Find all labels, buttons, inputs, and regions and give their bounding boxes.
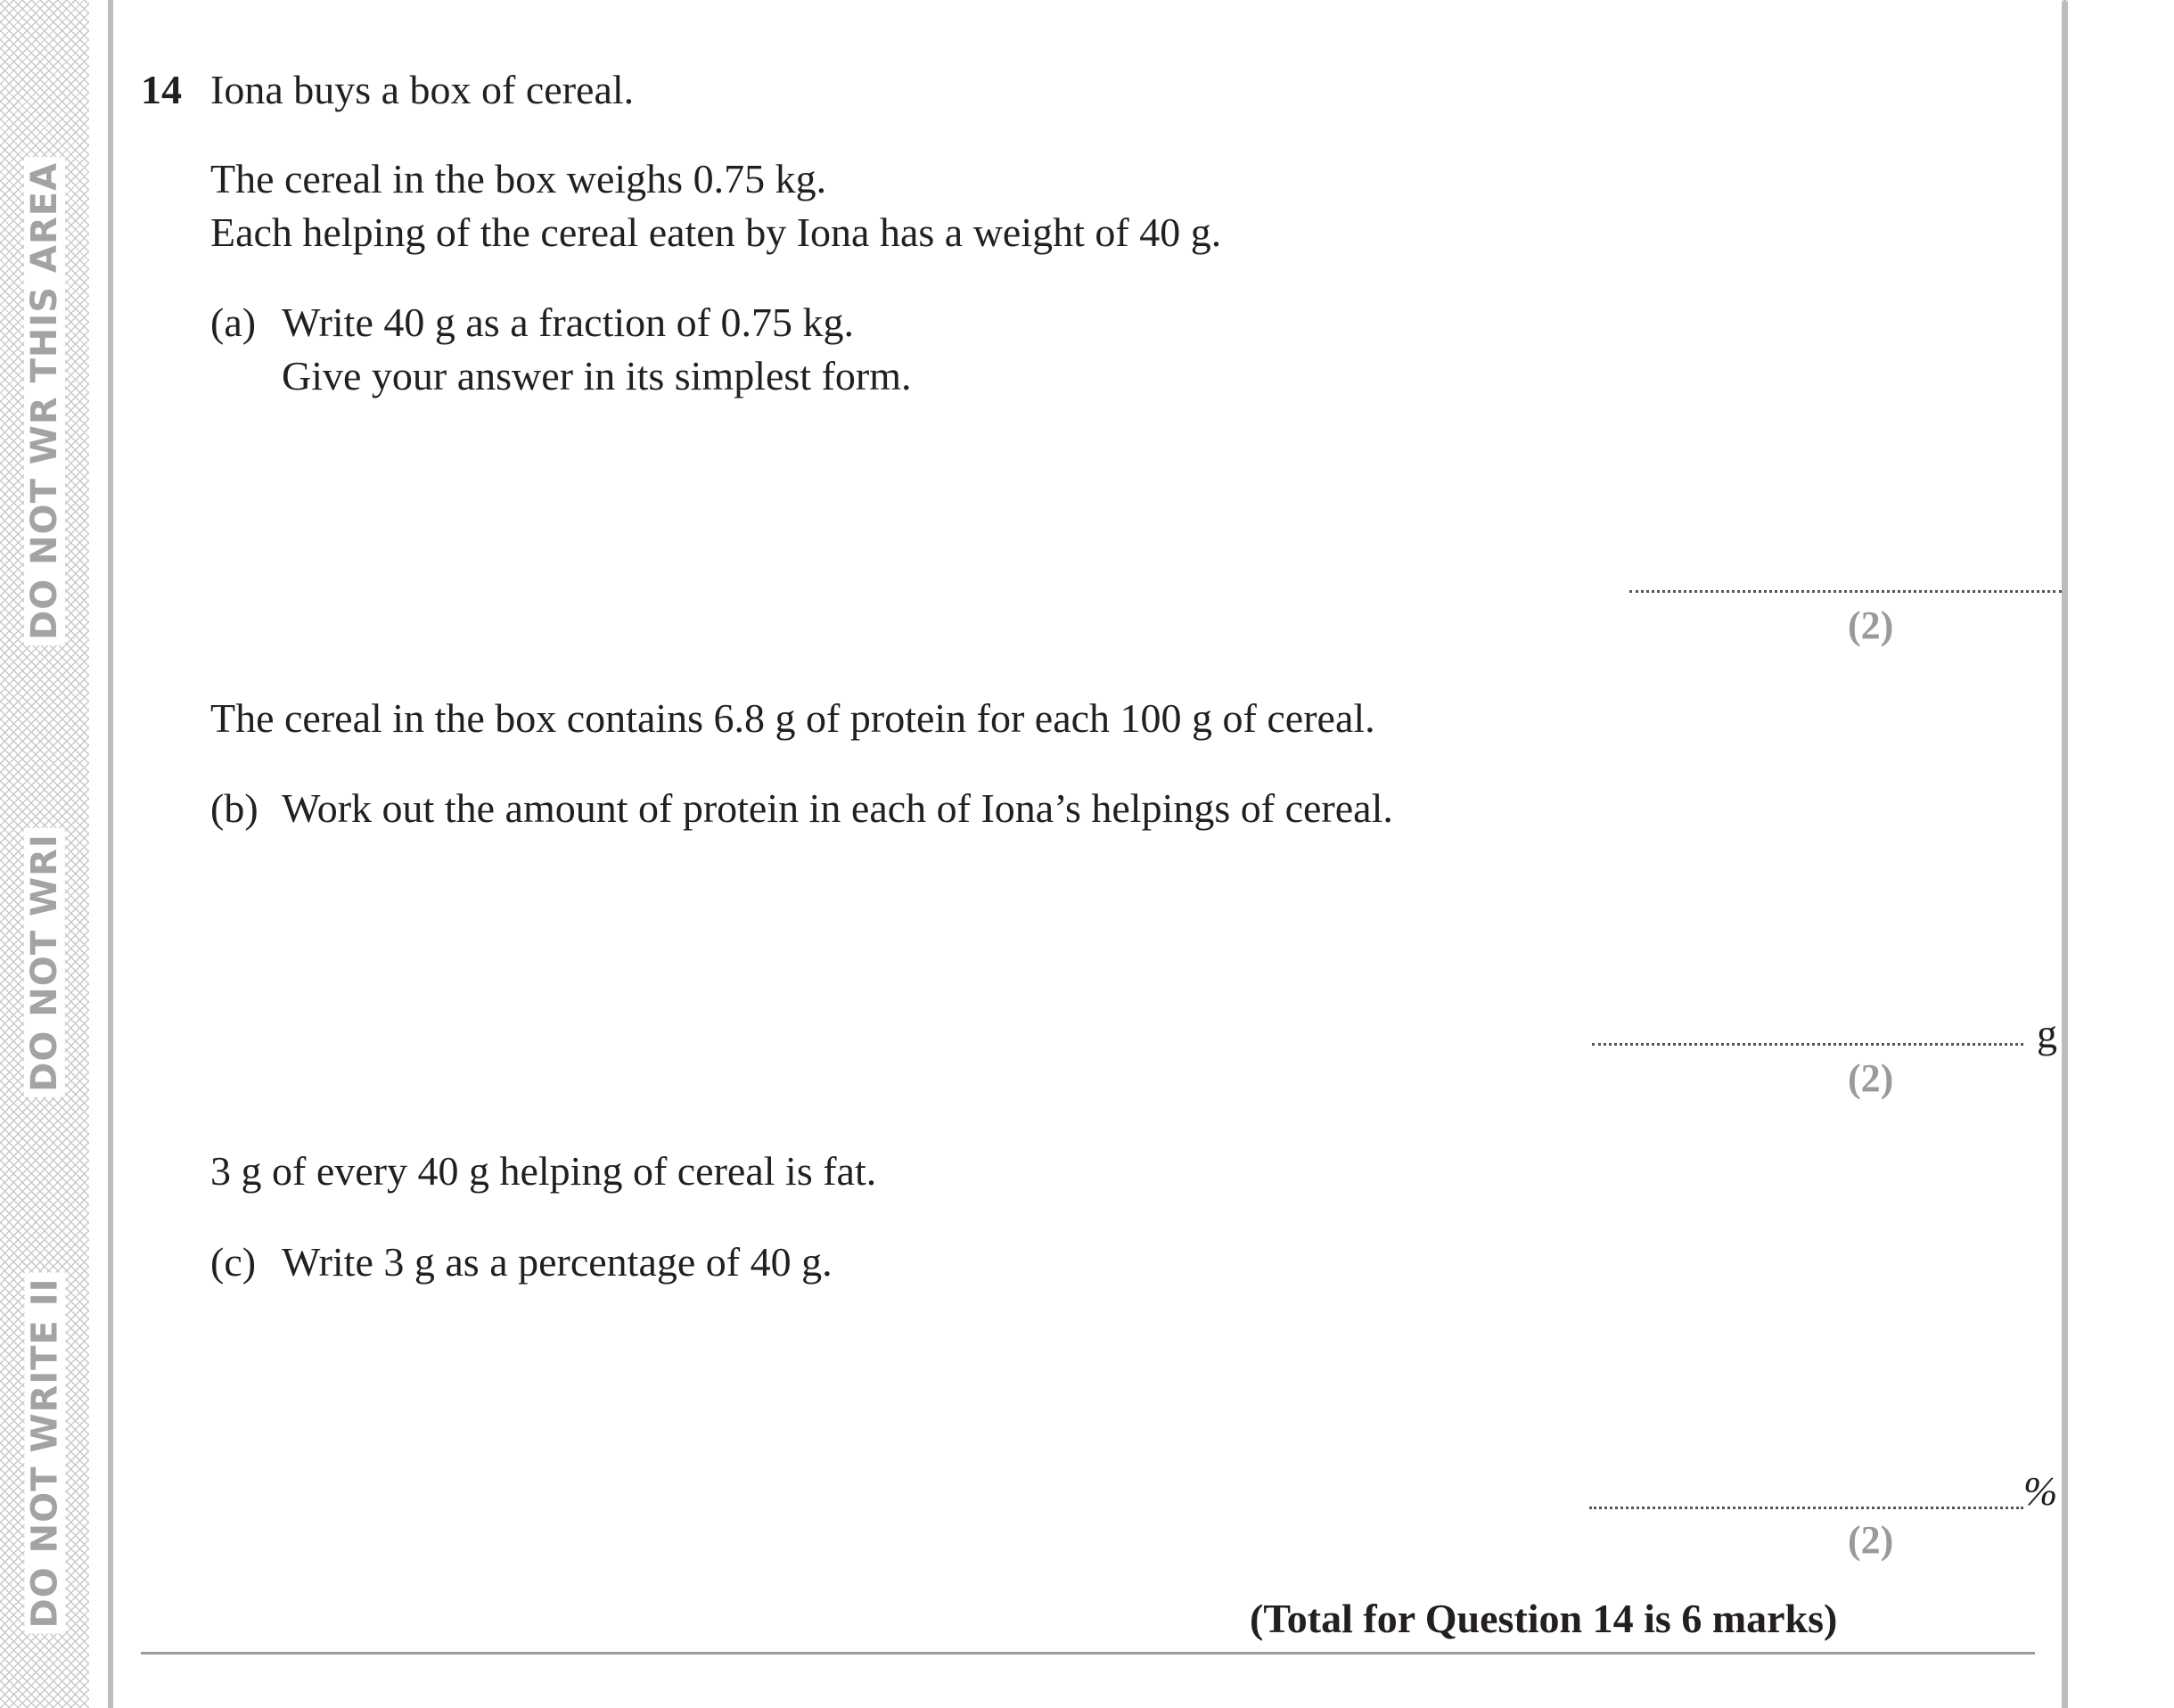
- question-end-rule: [141, 1652, 2035, 1655]
- info-weight-box: The cereal in the box weighs 0.75 kg.: [210, 156, 827, 201]
- part-c-line-1: Write 3 g as a percentage of 40 g.: [282, 1239, 833, 1285]
- part-c-marks: (2): [1848, 1518, 1894, 1562]
- info-weight-helping: Each helping of the cereal eaten by Iona has a weight of 40 g.: [210, 209, 1222, 255]
- part-a-line-1: Write 40 g as a fraction of 0.75 kg.: [282, 300, 854, 345]
- question-intro: Iona buys a box of cereal.: [210, 67, 635, 112]
- info-fat: 3 g of every 40 g helping of cereal is fat.: [210, 1148, 877, 1194]
- margin-warning-bottom: DO NOT WRITE II: [0, 1275, 89, 1631]
- part-b-unit: g: [2037, 1011, 2057, 1056]
- part-b-marks: (2): [1848, 1056, 1894, 1100]
- info-protein: The cereal in the box contains 6.8 g of protein for each 100 g of cereal.: [210, 695, 1375, 741]
- part-a-marks: (2): [1848, 604, 1894, 647]
- page-frame-right: [2062, 0, 2068, 1708]
- part-c-answer-line[interactable]: [1589, 1507, 2023, 1509]
- margin-warning-top: DO NOT WR THIS AREA: [0, 134, 89, 669]
- margin-warning-middle: DO NOT WRI: [0, 820, 89, 1105]
- part-a-line-2: Give your answer in its simplest form.: [282, 353, 912, 398]
- part-c-label: (c): [210, 1239, 257, 1285]
- question-total: (Total for Question 14 is 6 marks): [1250, 1596, 1838, 1641]
- part-b-answer-line[interactable]: [1592, 1043, 2023, 1046]
- part-b-line-1: Work out the amount of protein in each of Iona’s helpings of cereal.: [282, 785, 1393, 831]
- part-a-answer-line[interactable]: [1629, 590, 2062, 593]
- part-c-unit: %: [2023, 1468, 2058, 1514]
- question-number: 14: [141, 67, 182, 112]
- page-frame-left: [108, 0, 113, 1708]
- part-a-label: (a): [210, 300, 257, 345]
- part-b-label: (b): [210, 785, 258, 831]
